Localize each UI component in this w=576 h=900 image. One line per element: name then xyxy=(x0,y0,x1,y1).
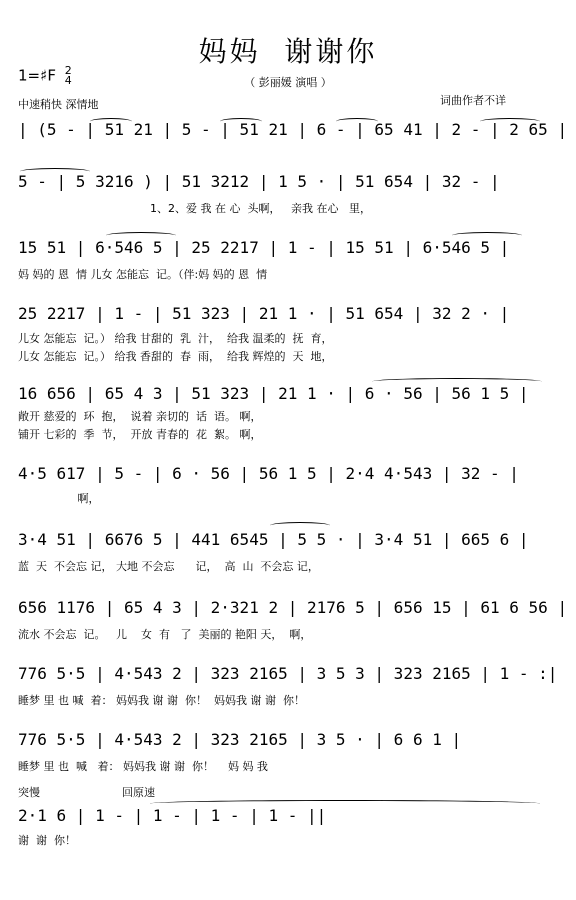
key-label: 1=♯F xyxy=(18,66,56,85)
score-row-4-notes: 25 2217 | 1 - | 51 323 | 21 1 · | 51 654 | 32 2 · | xyxy=(18,304,510,323)
score-row-7-lyrics: 蓝 天 不会忘 记， 大地 不会忘 记， 高 山 不会忘 记， xyxy=(18,560,319,573)
score-row-8-lyrics: 流水 不会忘 记。 儿 女 有 了 美丽的 艳阳 天， 啊， xyxy=(18,628,312,641)
score-row-1-notes: | (5 - | 51 21 | 5 - | 51 21 | 6 - | 65 41 | 2 - | 2 65 | xyxy=(18,120,568,139)
score-row-2-lyrics: 1、2、爱 我 在 心 头啊， 亲我 在心 里， xyxy=(150,202,371,215)
score-row-9-notes: 776 5·5 | 4·543 2 | 323 2165 | 3 5 3 | 323 2165 | 1 - :| xyxy=(18,664,558,683)
score-row-6-notes: 4·5 617 | 5 - | 6 · 56 | 56 1 5 | 2·4 4·543 | 32 - | xyxy=(18,464,519,483)
tempo-marking: 中速稍快 深情地 xyxy=(18,98,99,111)
ritardando-mark: 突慢 xyxy=(18,786,40,799)
score-row-7-notes: 3·4 51 | 6676 5 | 441 6545 | 5 5 · | 3·4 51 | 665 6 | xyxy=(18,530,529,549)
score-row-3-notes: 15 51 | 6·546 5 | 25 2217 | 1 - | 15 51 | 6·546 5 | xyxy=(18,238,510,257)
page-title: 妈妈 谢谢你 xyxy=(198,35,378,68)
score-row-5-lyrics-2: 铺开 七彩的 季 节， 开放 青春的 花 絮。 啊， xyxy=(18,428,262,441)
score-row-6-lyrics: 啊， xyxy=(18,492,100,505)
score-row-5-notes: 16 656 | 65 4 3 | 51 323 | 21 1 · | 6 · 56 | 56 1 5 | xyxy=(18,384,529,403)
time-top: 2 xyxy=(64,64,72,77)
score-row-8-notes: 656 1176 | 65 4 3 | 2·321 2 | 2176 5 | 656 15 | 61 6 56 | xyxy=(18,598,568,617)
a-tempo-mark: 回原速 xyxy=(122,786,155,799)
score-row-10-lyrics: 睡梦 里 也 喊 着： 妈妈我 谢 谢 你！ 妈 妈 我 xyxy=(18,760,268,773)
time-bottom: 4 xyxy=(64,74,72,87)
score-row-11-lyrics: 谢 谢 你！ xyxy=(18,834,76,847)
author-credit: 词曲作者不详 xyxy=(440,94,506,107)
score-row-4-lyrics-2: 儿女 怎能忘 记。） 给我 香甜的 春 雨， 给我 辉煌的 天 地， xyxy=(18,350,333,363)
score-row-5-lyrics-1: 敞开 慈爱的 环 抱， 说着 亲切的 话 语。 啊， xyxy=(18,410,262,423)
singer-credit: （ 彭丽媛 演唱 ） xyxy=(244,76,332,89)
score-row-9-lyrics: 睡梦 里 也 喊 着： 妈妈我 谢 谢 你！ 妈妈我 谢 谢 你！ xyxy=(18,694,305,707)
score-row-10-notes: 776 5·5 | 4·543 2 | 323 2165 | 3 5 · | 6 6 1 | xyxy=(18,730,462,749)
score-row-2-notes: 5 - | 5 3216 ) | 51 3212 | 1 5 · | 51 654 | 32 - | xyxy=(18,172,500,191)
score-row-3-lyrics: 妈 妈的 恩 情 儿女 怎能忘 记。（伴:妈 妈的 恩 情 xyxy=(18,268,268,281)
score-row-11-notes: 2·1 6 | 1 - | 1 - | 1 - | 1 - || xyxy=(18,806,327,825)
score-row-4-lyrics-1: 儿女 怎能忘 记。） 给我 甘甜的 乳 汁， 给我 温柔的 抚 育， xyxy=(18,332,333,345)
